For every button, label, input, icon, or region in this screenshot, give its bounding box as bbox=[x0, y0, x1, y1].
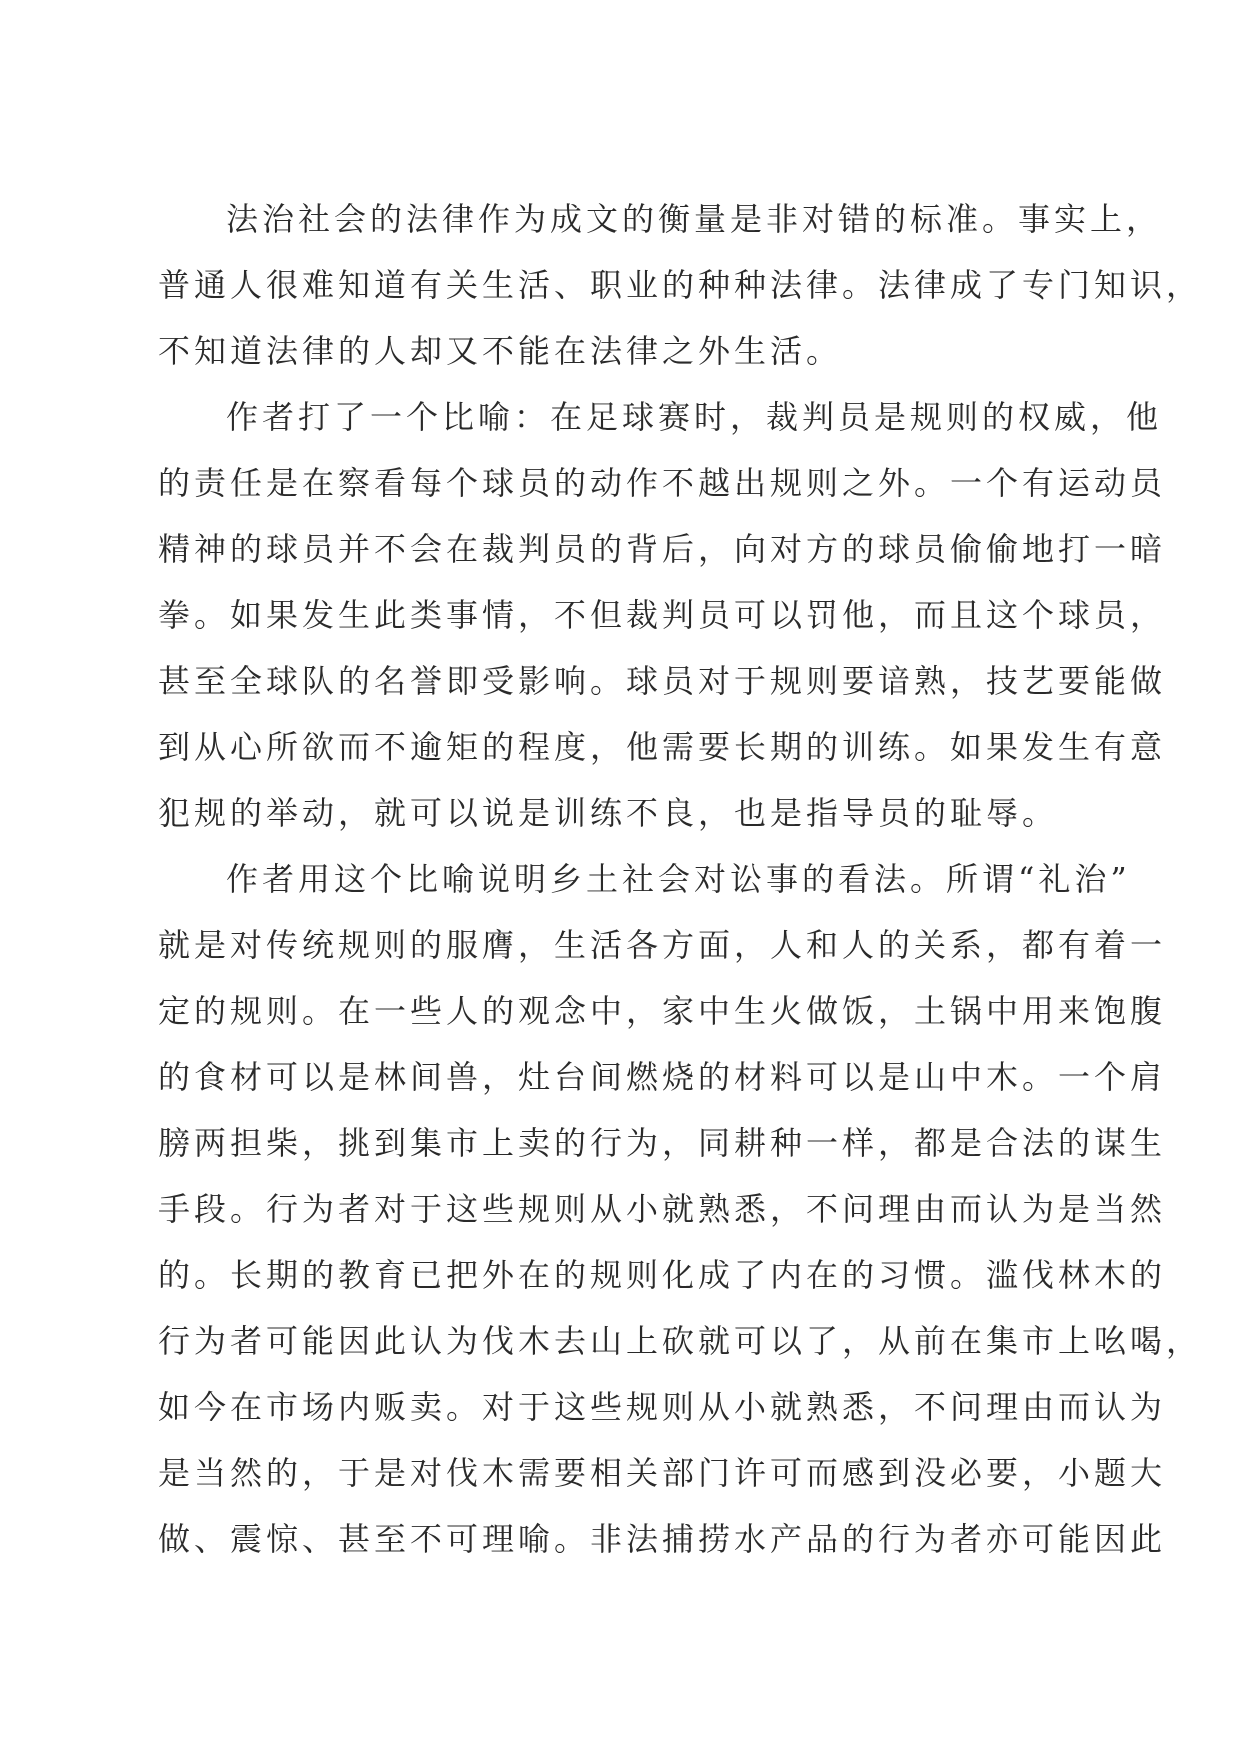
text-line: 精神的球员并不会在裁判员的背后，向对方的球员偷偷地打一暗 bbox=[158, 530, 1167, 568]
text-line: 普通人很难知道有关生活、职业的种种法律。法律成了专门知识， bbox=[158, 266, 1203, 304]
text-line: 定的规则。在一些人的观念中，家中生火做饭，土锅中用来饱腹 bbox=[158, 992, 1167, 1030]
text-line: 法治社会的法律作为成文的衡量是非对错的标准。事实上， bbox=[226, 200, 1163, 238]
text-line: 做、震惊、甚至不可理喻。非法捕捞水产品的行为者亦可能因此 bbox=[158, 1520, 1167, 1558]
text-line: 甚至全球队的名誉即受影响。球员对于规则要谙熟，技艺要能做 bbox=[158, 662, 1167, 700]
text-line: 行为者可能因此认为伐木去山上砍就可以了，从前在集市上吆喝， bbox=[158, 1322, 1203, 1360]
text-line: 是当然的，于是对伐木需要相关部门许可而感到没必要，小题大 bbox=[158, 1454, 1167, 1492]
text-line: 拳。如果发生此类事情，不但裁判员可以罚他，而且这个球员， bbox=[158, 596, 1167, 634]
text-line: 如今在市场内贩卖。对于这些规则从小就熟悉，不问理由而认为 bbox=[158, 1388, 1167, 1426]
text-line: 作者打了一个比喻：在足球赛时，裁判员是规则的权威，他 bbox=[226, 398, 1163, 436]
text-line: 膀两担柴，挑到集市上卖的行为，同耕种一样，都是合法的谋生 bbox=[158, 1124, 1167, 1162]
body-text bbox=[158, 186, 1203, 1572]
text-line: 犯规的举动，就可以说是训练不良，也是指导员的耻辱。 bbox=[158, 794, 1059, 832]
text-line: 的食材可以是林间兽，灶台间燃烧的材料可以是山中木。一个肩 bbox=[158, 1058, 1167, 1096]
text-line: 不知道法律的人却又不能在法律之外生活。 bbox=[158, 332, 843, 370]
text-line: 的。长期的教育已把外在的规则化成了内在的习惯。滥伐林木的 bbox=[158, 1256, 1167, 1294]
text-line: 就是对传统规则的服膺，生活各方面，人和人的关系，都有着一 bbox=[158, 926, 1167, 964]
text-line: 的责任是在察看每个球员的动作不越出规则之外。一个有运动员 bbox=[158, 464, 1167, 502]
text-line: 作者用这个比喻说明乡土社会对讼事的看法。所谓“礼治” bbox=[226, 860, 1131, 898]
text-line: 手段。行为者对于这些规则从小就熟悉，不问理由而认为是当然 bbox=[158, 1190, 1167, 1228]
text-line: 到从心所欲而不逾矩的程度，他需要长期的训练。如果发生有意 bbox=[158, 728, 1167, 766]
